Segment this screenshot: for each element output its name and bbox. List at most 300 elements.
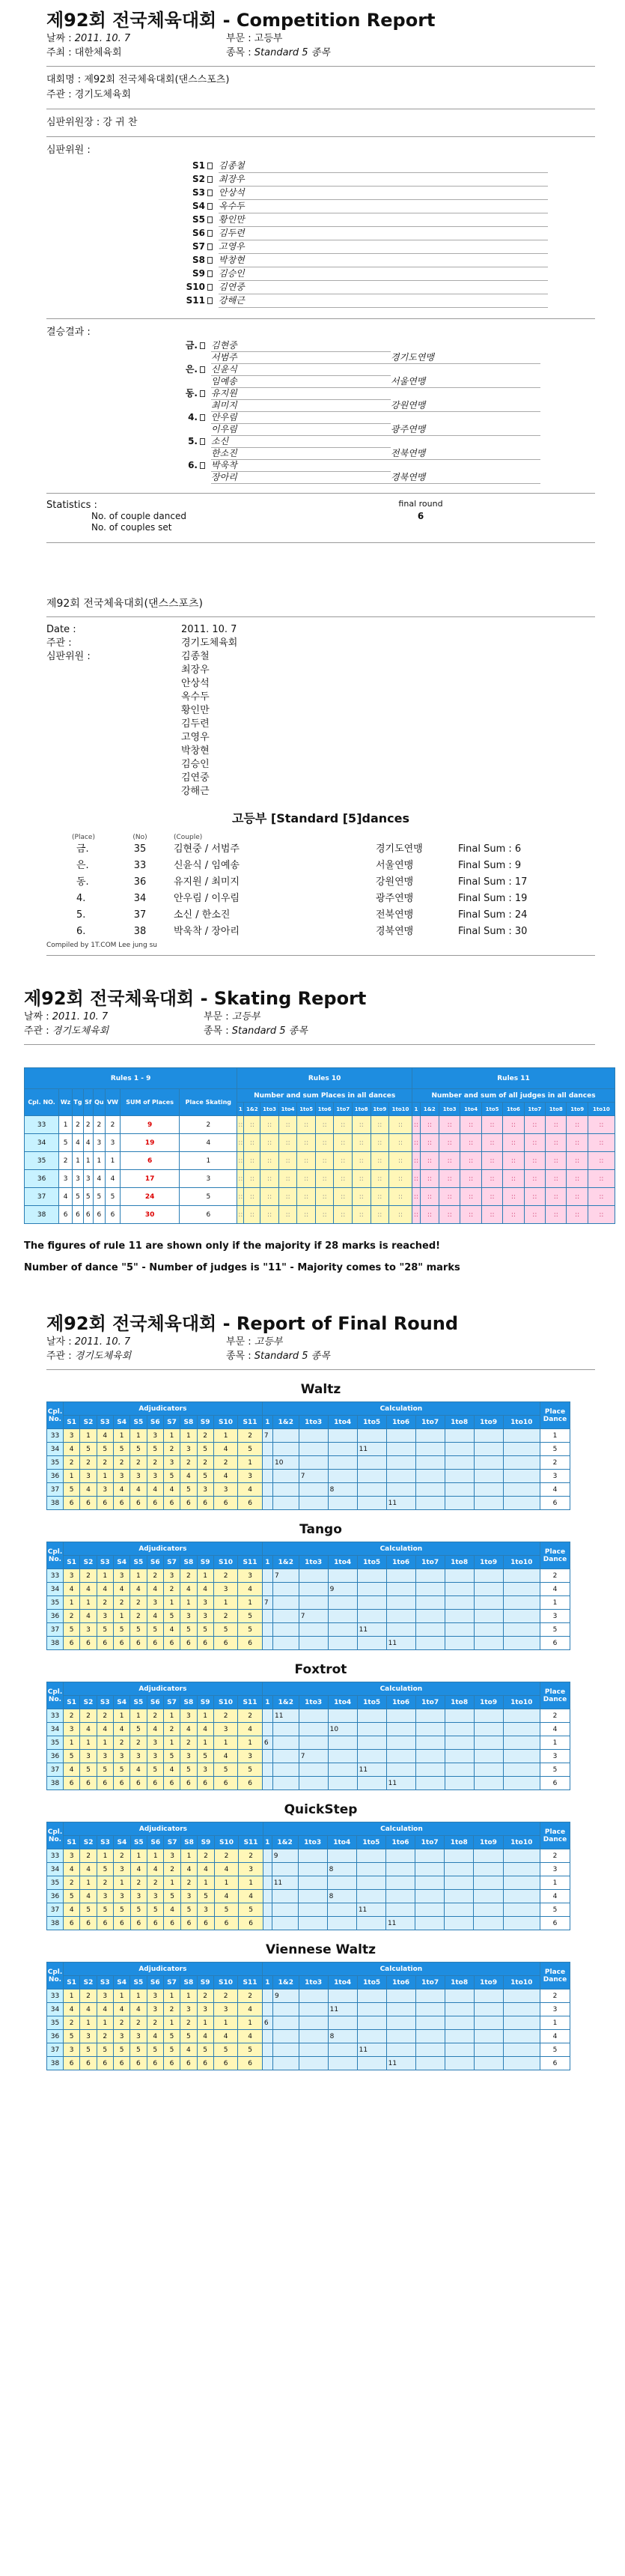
- result-rank-spacer: [46, 424, 211, 436]
- stat-label: No. of couple danced: [91, 511, 186, 521]
- calc-cell: [357, 1483, 386, 1497]
- result-region: 강원연맹: [391, 400, 540, 412]
- calc-cell: [445, 1777, 474, 1790]
- dance-row: [47, 1583, 570, 1596]
- summary-row: [46, 841, 595, 858]
- adjudicator-mark: 1: [197, 1709, 213, 1723]
- judge-name: 김승인: [219, 267, 548, 281]
- adjudicator-mark: 4: [130, 1483, 147, 1497]
- dance-header-row: [47, 1682, 570, 1696]
- calc-cell: [415, 1849, 445, 1863]
- adjudicator-col: S10: [213, 1696, 238, 1709]
- calc-cell: [385, 1849, 415, 1863]
- adjudicator-col: S6: [147, 1836, 164, 1849]
- adjudicator-mark: 5: [130, 1443, 147, 1456]
- dance-place: 6: [72, 1206, 83, 1224]
- dance-table: [46, 1682, 570, 1790]
- summary-judge: 강해근: [181, 786, 210, 797]
- calc-cell: [272, 2003, 299, 2016]
- rule11-cell: ::: [481, 1116, 502, 1134]
- cpl-header: Cpl. No.: [47, 1963, 64, 1989]
- calc-cell: [474, 1637, 503, 1650]
- adjudicator-col: S4: [113, 1556, 129, 1569]
- rule11-cell: ::: [546, 1134, 567, 1152]
- rule10-cell: ::: [244, 1134, 260, 1152]
- judge-name: 김종철: [219, 160, 548, 173]
- dance-row: [47, 1429, 570, 1443]
- summary-judge: 박창현: [181, 745, 210, 757]
- skating-table-wrap: [24, 1067, 610, 1224]
- cpl-header: Cpl. No.: [47, 1682, 64, 1709]
- calc-cell: [385, 1863, 415, 1876]
- couple-no: 38: [47, 1637, 64, 1650]
- skating-row: [25, 1116, 615, 1134]
- cpl-header: Cpl. No.: [47, 1542, 64, 1569]
- summary-region: 전북연맹: [376, 909, 414, 921]
- summary-couple: 신윤식 / 임예송: [174, 860, 240, 871]
- adjudicator-mark: 6: [113, 2057, 129, 2070]
- calc-col: 1to9: [474, 1836, 503, 1849]
- calc-cell: [298, 1876, 327, 1890]
- calc-cell: [327, 1917, 356, 1930]
- dance-row: [47, 1456, 570, 1470]
- judge-row: [46, 213, 595, 227]
- adjudicator-mark: 2: [97, 1876, 113, 1890]
- result-rank: 은.: [46, 364, 211, 376]
- adjudicator-mark: 2: [197, 1456, 213, 1470]
- calc-cell: [357, 2016, 386, 2030]
- place-col-header: 1to6: [315, 1103, 334, 1116]
- calc-cell: [262, 1456, 272, 1470]
- adjudicator-mark: 3: [64, 1723, 80, 1736]
- rule10-cell: ::: [244, 1170, 260, 1188]
- calc-cell: [415, 2043, 445, 2057]
- adjudicator-mark: 5: [238, 1443, 263, 1456]
- adjudicator-col: S2: [80, 1416, 97, 1429]
- calc-col: 1to6: [386, 1416, 415, 1429]
- calc-cell: [328, 1497, 357, 1510]
- dance-table: [46, 1542, 570, 1650]
- calc-cell: [474, 1443, 503, 1456]
- adjudicator-mark: 1: [164, 1876, 180, 1890]
- adjudicator-mark: 3: [197, 1610, 213, 1623]
- adjudicator-mark: 1: [97, 1849, 113, 1863]
- adjudicator-mark: 2: [130, 1456, 147, 1470]
- adjudicator-mark: 6: [130, 1917, 147, 1930]
- adjudicator-mark: 6: [164, 1917, 180, 1930]
- summary-judge: 김두련: [181, 718, 210, 730]
- place-dance: 6: [540, 1637, 570, 1650]
- calc-cell: [445, 1569, 474, 1583]
- calc-cell: [415, 2003, 445, 2016]
- calc-cell: [262, 1750, 272, 1763]
- calc-cell: [474, 1736, 503, 1750]
- adjudicator-mark: 2: [213, 1709, 238, 1723]
- adjudicator-col: S6: [147, 1696, 163, 1709]
- calc-cell: [503, 1610, 540, 1623]
- rule10-cell: ::: [352, 1116, 371, 1134]
- calc-col: 1to10: [503, 1836, 540, 1849]
- result-row: [46, 424, 595, 436]
- rule10-cell: ::: [297, 1134, 316, 1152]
- summary-sum: Final Sum : 30: [458, 926, 528, 937]
- dance-row: [47, 2043, 570, 2057]
- adjudicator-mark: 2: [64, 2016, 80, 2030]
- adjudicator-mark: 5: [163, 1750, 180, 1763]
- calc-cell: [272, 1763, 299, 1777]
- place-dance: 6: [540, 1497, 570, 1510]
- adjudicator-mark: 1: [130, 1429, 147, 1443]
- adjudicator-col: S6: [147, 1416, 163, 1429]
- calc-cell: [299, 2030, 328, 2043]
- rule10-cell: ::: [334, 1116, 353, 1134]
- dance-row: [47, 1917, 570, 1930]
- result-row: [46, 460, 595, 472]
- rule10-cell: ::: [244, 1152, 260, 1170]
- calc-cell: [299, 1637, 328, 1650]
- calc-cell: [328, 2016, 357, 2030]
- division-value: 고등부: [254, 33, 283, 44]
- calc-col: 1to9: [474, 1556, 503, 1569]
- couple-no: 33: [47, 1569, 64, 1583]
- calc-cell: [328, 1777, 357, 1790]
- calc-cell: [445, 1470, 474, 1483]
- place-dance: 3: [540, 1750, 570, 1763]
- checkbox-icon: [207, 243, 213, 250]
- judge-code: S5: [46, 213, 219, 227]
- rule11-cell: ::: [460, 1206, 481, 1224]
- adjudicator-col: S7: [163, 1556, 180, 1569]
- adjudicator-mark: 6: [113, 1497, 129, 1510]
- dance-row: [47, 2016, 570, 2030]
- calc-cell: [263, 1849, 272, 1863]
- dance-header-row: [47, 1836, 570, 1849]
- rule11-cell: ::: [524, 1134, 545, 1152]
- couple-no: 38: [47, 2057, 64, 2070]
- calc-cell: [415, 1917, 445, 1930]
- calc-col: 1to5: [357, 1696, 386, 1709]
- calc-cell: [262, 1470, 272, 1483]
- calc-cell: [299, 1456, 328, 1470]
- judge-row: [46, 281, 595, 294]
- result-region: 경북연맹: [391, 472, 540, 484]
- divider: [46, 66, 595, 67]
- adjudicator-mark: 5: [180, 1763, 197, 1777]
- place-col-header: 1to5: [481, 1103, 502, 1116]
- calc-cell: 7: [299, 1470, 328, 1483]
- calc-cell: [328, 1989, 357, 2003]
- calc-cell: [415, 1736, 445, 1750]
- calc-cell: [357, 1470, 386, 1483]
- adjudicator-mark: 6: [180, 1777, 197, 1790]
- summary-region: 서울연맹: [376, 860, 414, 871]
- calc-cell: [503, 1497, 540, 1510]
- calc-cell: [445, 1483, 474, 1497]
- adjudicator-mark: 3: [97, 1890, 113, 1903]
- skating-header-row: [25, 1068, 615, 1089]
- calc-cell: [445, 1429, 474, 1443]
- summary-couple: 김현중 / 서범주: [174, 843, 240, 855]
- adjudicator-mark: 5: [239, 1903, 263, 1917]
- calc-cell: [503, 1623, 540, 1637]
- adjudicator-mark: 3: [114, 1863, 130, 1876]
- place-col-header: 1to9: [371, 1103, 389, 1116]
- adjudicator-mark: 3: [147, 2003, 163, 2016]
- dance-place: 4: [93, 1170, 106, 1188]
- calc-cell: 6: [262, 2016, 272, 2030]
- adjudicator-mark: 5: [147, 1443, 163, 1456]
- calc-cell: [503, 2003, 540, 2016]
- calc-cell: [445, 2057, 474, 2070]
- dance-place: 5: [72, 1188, 83, 1206]
- calc-cell: [299, 2003, 328, 2016]
- adjudicator-mark: 6: [80, 2057, 97, 2070]
- rule11-cell: ::: [524, 1188, 545, 1206]
- adjudicator-mark: 2: [147, 1876, 164, 1890]
- adjudicator-mark: 5: [113, 1623, 129, 1637]
- dance-header-row: [47, 1696, 570, 1709]
- calc-col: 1to5: [357, 1976, 386, 1989]
- adjudicator-mark: 3: [147, 1890, 164, 1903]
- adjudicator-mark: 6: [238, 1777, 263, 1790]
- summary-place: 6.: [76, 926, 86, 937]
- adjudicator-mark: 1: [80, 1429, 97, 1443]
- place-col-header: 1to5: [297, 1103, 316, 1116]
- calc-cell: [386, 1429, 415, 1443]
- adjudicator-mark: 6: [213, 1637, 238, 1650]
- adjudicator-mark: 2: [238, 1989, 263, 2003]
- calc-cell: [474, 1750, 503, 1763]
- calc-cell: [272, 1750, 299, 1763]
- rules10-sub: Number and sum Places in all dances: [237, 1089, 412, 1103]
- rule11-cell: ::: [503, 1188, 524, 1206]
- couple-no: 36: [25, 1170, 59, 1188]
- calc-cell: [386, 1456, 415, 1470]
- calc-cell: [298, 1849, 327, 1863]
- calc-cell: 9: [272, 1849, 298, 1863]
- adjudicator-mark: 1: [130, 1849, 147, 1863]
- calc-cell: [386, 1596, 415, 1610]
- adjudicator-mark: 2: [64, 1456, 80, 1470]
- dance-place: 2: [93, 1116, 106, 1134]
- adjudicator-mark: 3: [97, 1989, 113, 2003]
- place-dance: 2: [540, 1569, 570, 1583]
- adjudicator-mark: 5: [147, 1623, 163, 1637]
- adjudicator-mark: 3: [180, 1750, 197, 1763]
- result-rank-spacer: [46, 472, 211, 484]
- calc-cell: [415, 1483, 445, 1497]
- calc-col: 1to4: [328, 1416, 357, 1429]
- adjudicator-mark: 1: [97, 1736, 113, 1750]
- dance-table: [46, 1962, 570, 2070]
- adjudicator-mark: 4: [213, 1750, 238, 1763]
- adjudicator-mark: 5: [147, 1763, 163, 1777]
- adjudicator-mark: 6: [147, 1777, 163, 1790]
- adjudicator-mark: 3: [80, 1470, 97, 1483]
- calc-cell: [299, 1483, 328, 1497]
- rule11-cell: ::: [567, 1170, 588, 1188]
- rule10-cell: ::: [389, 1206, 412, 1224]
- calc-cell: 8: [328, 1483, 357, 1497]
- calc-col: 1to10: [503, 1556, 540, 1569]
- adjudicator-mark: 3: [64, 1569, 80, 1583]
- adjudicator-mark: 2: [213, 1569, 238, 1583]
- calc-cell: [415, 1637, 445, 1650]
- summary-row: [46, 874, 595, 891]
- dance-place: 2: [59, 1152, 73, 1170]
- checkbox-icon: [200, 390, 205, 397]
- adjudicator-mark: 1: [64, 1736, 80, 1750]
- result-name: 안우림: [211, 412, 391, 424]
- adjudicator-mark: 1: [80, 1736, 97, 1750]
- adjudicator-mark: 3: [238, 1750, 263, 1763]
- place-dance-header: Place Dance: [540, 1682, 570, 1709]
- summary-judge: 황인만: [181, 705, 210, 716]
- calc-cell: [272, 2057, 299, 2070]
- adjudicator-mark: 1: [198, 1876, 214, 1890]
- rule10-cell: ::: [260, 1170, 279, 1188]
- sum-places: 30: [120, 1206, 180, 1224]
- calc-cell: [386, 1750, 415, 1763]
- adjudicator-mark: 4: [147, 1723, 163, 1736]
- adjudicator-mark: 5: [147, 2043, 163, 2057]
- dance-row: [47, 1763, 570, 1777]
- date-division-row: [46, 31, 595, 46]
- calc-cell: 8: [327, 1890, 356, 1903]
- adjudicator-mark: 4: [163, 1483, 180, 1497]
- calc-cell: [503, 1903, 540, 1917]
- skating-col-header: Cpl. NO.: [25, 1089, 59, 1116]
- checkbox-icon: [200, 438, 205, 445]
- calc-cell: [386, 1470, 415, 1483]
- calc-cell: [415, 1443, 445, 1456]
- summary-judges-row: 심판위원 : 김종철 최장우 안상석 옥수두 황인만 김두련 고영우 박창현 김승인 김연중 강해근: [46, 651, 210, 797]
- adjudicator-mark: 5: [238, 1623, 263, 1637]
- adjudicator-mark: 2: [64, 1709, 80, 1723]
- adjudicator-mark: 1: [197, 1736, 213, 1750]
- dance-place: 4: [59, 1188, 73, 1206]
- division-label: 부문 :: [226, 33, 251, 44]
- summary-title: 제92회 전국체육대회(댄스스포츠): [46, 598, 203, 610]
- skating-row: [25, 1188, 615, 1206]
- rule10-cell: ::: [237, 1188, 244, 1206]
- place-dance: 2: [540, 1456, 570, 1470]
- adjudicator-mark: 5: [238, 1763, 263, 1777]
- calc-cell: [503, 1569, 540, 1583]
- summary-region: 광주연맹: [376, 893, 414, 904]
- rule10-cell: ::: [352, 1170, 371, 1188]
- rule11-cell: ::: [567, 1188, 588, 1206]
- calculation-header: Calculation: [262, 1963, 540, 1976]
- adjudicator-mark: 2: [97, 1709, 113, 1723]
- calc-cell: 11: [385, 1917, 415, 1930]
- couple-no: 36: [47, 1470, 64, 1483]
- result-row: [46, 472, 595, 484]
- adjudicator-mark: 1: [80, 1596, 97, 1610]
- adjudicator-mark: 3: [180, 1443, 197, 1456]
- adjudicator-mark: 1: [180, 1596, 197, 1610]
- couple-no: 33: [47, 1709, 64, 1723]
- adjudicator-mark: 5: [163, 2043, 180, 2057]
- sum-places: 17: [120, 1170, 180, 1188]
- calc-col: 1to9: [474, 1416, 503, 1429]
- adjudicator-mark: 2: [197, 1989, 213, 2003]
- calc-col: 1to5: [357, 1556, 386, 1569]
- adjudicator-mark: 1: [163, 1429, 180, 1443]
- calc-cell: [299, 1736, 328, 1750]
- rule10-cell: ::: [315, 1206, 334, 1224]
- adjudicator-mark: 3: [213, 1483, 238, 1497]
- dance-header-row: [47, 1416, 570, 1429]
- adjudicator-mark: 4: [97, 2003, 113, 2016]
- result-name: 김현중: [211, 340, 391, 352]
- adjudicator-mark: 2: [238, 1429, 263, 1443]
- adjudicator-mark: 2: [113, 2016, 129, 2030]
- summary-report: [46, 595, 595, 956]
- adjudicator-mark: 4: [214, 1890, 239, 1903]
- adjudicator-mark: 1: [147, 1849, 164, 1863]
- adjudicator-mark: 1: [180, 1849, 197, 1863]
- adjudicator-mark: 2: [180, 1736, 197, 1750]
- skating-table: [24, 1067, 615, 1224]
- adjudicator-col: S1: [64, 1556, 80, 1569]
- place-dance: 1: [540, 1876, 570, 1890]
- adjudicator-col: S5: [130, 1556, 147, 1569]
- result-rank-spacer: [46, 448, 211, 460]
- calc-cell: [474, 1876, 503, 1890]
- summary-sum: Final Sum : 9: [458, 860, 522, 871]
- place-skating: 2: [180, 1116, 237, 1134]
- dance-place: 5: [93, 1188, 106, 1206]
- dance-place: 4: [106, 1170, 121, 1188]
- calc-cell: [503, 1876, 540, 1890]
- adjudicator-mark: 6: [163, 2057, 180, 2070]
- calc-cell: [357, 2030, 386, 2043]
- rule11-cell: ::: [567, 1206, 588, 1224]
- calculation-header: Calculation: [262, 1402, 540, 1416]
- adjudicator-mark: 4: [80, 1723, 97, 1736]
- calc-cell: [503, 1917, 540, 1930]
- result-name: 소신: [211, 436, 391, 448]
- summary-no: 34: [133, 893, 147, 904]
- adjudicator-mark: 1: [163, 1736, 180, 1750]
- place-col-header: 1to6: [503, 1103, 524, 1116]
- place-dance: 1: [540, 1736, 570, 1750]
- adjudicator-col: S8: [180, 1696, 197, 1709]
- adjudicator-col: S8: [180, 1556, 197, 1569]
- calc-cell: [272, 1777, 299, 1790]
- adjudicator-col: S2: [80, 1696, 97, 1709]
- adjudicator-mark: 4: [197, 1723, 213, 1736]
- adjudicator-mark: 5: [213, 1763, 238, 1777]
- adjudicator-mark: 2: [163, 2003, 180, 2016]
- result-row: [46, 448, 595, 460]
- calc-cell: [415, 1723, 445, 1736]
- calc-col: 1: [262, 1696, 272, 1709]
- adjudicator-mark: 3: [197, 1483, 213, 1497]
- checkbox-icon: [207, 190, 213, 196]
- result-rank: 동.: [46, 388, 211, 400]
- calc-cell: 8: [328, 2030, 357, 2043]
- adjudicator-col: S3: [97, 1556, 113, 1569]
- result-region: 경기도연맹: [391, 352, 540, 364]
- calc-cell: 7: [262, 1429, 272, 1443]
- summary-place: 금.: [76, 843, 89, 855]
- calc-col: 1to10: [503, 1416, 540, 1429]
- calc-cell: [262, 2030, 272, 2043]
- place-dance: 4: [540, 1483, 570, 1497]
- adjudicator-mark: 4: [147, 1583, 163, 1596]
